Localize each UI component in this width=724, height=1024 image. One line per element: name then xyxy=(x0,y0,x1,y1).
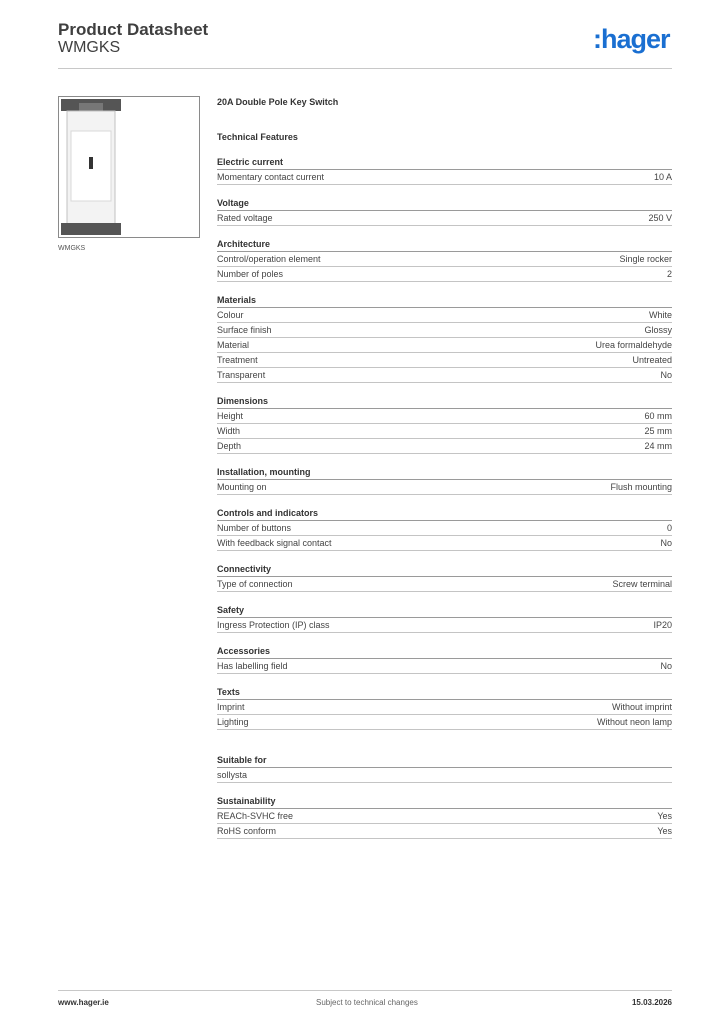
section-connectivity xyxy=(217,563,672,592)
spec-value: 25 mm xyxy=(644,426,672,436)
section-title: Materials xyxy=(217,294,672,308)
section-installation xyxy=(217,466,672,495)
spec-value: 60 mm xyxy=(644,411,672,421)
spec-value: No xyxy=(660,538,672,548)
section-spacer xyxy=(217,226,672,238)
spec-label: Transparent xyxy=(217,370,266,380)
spec-value: White xyxy=(648,310,672,320)
spec-row xyxy=(217,715,672,730)
section-title: Installation, mounting xyxy=(217,466,672,480)
spec-value: 24 mm xyxy=(644,441,672,451)
spec-row xyxy=(217,409,672,424)
section-title: Architecture xyxy=(217,238,672,252)
section-spacer xyxy=(217,730,672,754)
spec-label: REACh-SVHC free xyxy=(217,811,294,821)
section-accessories xyxy=(217,645,672,674)
spec-label: Mounting on xyxy=(217,482,267,492)
section-dimensions xyxy=(217,395,672,454)
spec-value: Without imprint xyxy=(611,702,672,712)
section-architecture xyxy=(217,238,672,282)
hager-logo: :hager xyxy=(593,24,670,54)
spec-row xyxy=(217,768,672,783)
section-spacer xyxy=(217,383,672,395)
spec-label: Colour xyxy=(217,310,244,320)
spec-label: With feedback signal contact xyxy=(217,538,332,548)
spec-row xyxy=(217,809,672,824)
spec-value: Flush mounting xyxy=(610,482,672,492)
section-safety xyxy=(217,604,672,633)
page-title: Product Datasheet xyxy=(58,20,209,39)
spec-value: Glossy xyxy=(644,325,672,335)
spec-row xyxy=(217,618,672,633)
spec-row xyxy=(217,824,672,839)
footer-notice: Subject to technical changes xyxy=(316,998,418,1007)
spec-label: RoHS conform xyxy=(217,826,277,836)
spec-row xyxy=(217,577,672,592)
section-texts xyxy=(217,686,672,730)
spec-value: Urea formaldehyde xyxy=(595,340,672,350)
spec-value: 10 A xyxy=(653,172,672,182)
spec-label: Ingress Protection (IP) class xyxy=(217,620,330,630)
section-spacer xyxy=(217,144,672,156)
spec-row xyxy=(217,424,672,439)
section-spacer xyxy=(217,185,672,197)
section-title: Texts xyxy=(217,686,672,700)
spec-row xyxy=(217,353,672,368)
section-voltage xyxy=(217,197,672,226)
section-spacer xyxy=(217,454,672,466)
section-spacer xyxy=(217,783,672,795)
spec-row xyxy=(217,521,672,536)
spec-label: Treatment xyxy=(217,355,258,365)
section-suitable-for xyxy=(217,754,672,783)
spec-label: Type of connection xyxy=(217,579,293,589)
spec-label: Depth xyxy=(217,441,242,451)
spec-label: Width xyxy=(217,426,241,436)
spec-row xyxy=(217,308,672,323)
spec-value: Yes xyxy=(657,826,672,836)
section-title: Connectivity xyxy=(217,563,672,577)
section-electric-current xyxy=(217,156,672,185)
section-sustainability xyxy=(217,795,672,839)
spec-row xyxy=(217,267,672,282)
spec-value: Yes xyxy=(657,811,672,821)
section-title: Accessories xyxy=(217,645,672,659)
product-code: WMGKS xyxy=(58,39,121,56)
spec-value: No xyxy=(660,661,672,671)
spec-row xyxy=(217,368,672,383)
spec-value: Screw terminal xyxy=(612,579,672,589)
spec-label: Imprint xyxy=(217,702,245,712)
spec-row xyxy=(217,252,672,267)
spec-value: Untreated xyxy=(632,355,672,365)
spec-label: Number of poles xyxy=(217,269,284,279)
section-title: Dimensions xyxy=(217,395,672,409)
product-image-frame xyxy=(58,96,200,238)
product-name: 20A Double Pole Key Switch xyxy=(217,97,339,107)
spec-label: Has labelling field xyxy=(217,661,288,671)
spec-value: Single rocker xyxy=(619,254,672,264)
section-title: Safety xyxy=(217,604,672,618)
spec-row xyxy=(217,659,672,674)
spec-row xyxy=(217,211,672,226)
spec-label: Momentary contact current xyxy=(217,172,325,182)
section-controls xyxy=(217,507,672,551)
section-title: Voltage xyxy=(217,197,672,211)
spec-label: Lighting xyxy=(217,717,249,727)
spec-value: Without neon lamp xyxy=(596,717,672,727)
section-spacer xyxy=(217,674,672,686)
spec-label: Surface finish xyxy=(217,325,272,335)
spec-row xyxy=(217,536,672,551)
spec-label: Number of buttons xyxy=(217,523,292,533)
spec-row xyxy=(217,170,672,185)
section-spacer xyxy=(217,551,672,563)
footer-website-link[interactable]: www.hager.ie xyxy=(58,998,109,1007)
section-title: Suitable for xyxy=(217,754,672,768)
section-materials xyxy=(217,294,672,383)
product-image xyxy=(59,97,199,237)
spec-label: sollysta xyxy=(217,770,248,780)
section-spacer xyxy=(217,592,672,604)
spec-value: 250 V xyxy=(648,213,672,223)
section-spacer xyxy=(217,633,672,645)
spec-row xyxy=(217,338,672,353)
section-title: Controls and indicators xyxy=(217,507,672,521)
section-title: Electric current xyxy=(217,156,672,170)
spec-label: Height xyxy=(217,411,244,421)
footer-date: 15.03.2026 xyxy=(631,998,672,1007)
switch-bottom-clip xyxy=(61,223,121,235)
spec-value: 0 xyxy=(666,523,672,533)
spec-row xyxy=(217,323,672,338)
key-slot-icon xyxy=(89,157,93,169)
spec-label: Material xyxy=(217,340,250,350)
spec-value: No xyxy=(660,370,672,380)
spec-label: Rated voltage xyxy=(217,213,273,223)
section-spacer xyxy=(217,495,672,507)
spec-value: 2 xyxy=(666,269,672,279)
technical-content xyxy=(217,96,672,839)
header-divider xyxy=(58,68,672,69)
spec-row xyxy=(217,480,672,495)
technical-features-heading: Technical Features xyxy=(217,132,298,142)
footer-divider xyxy=(58,990,672,991)
spec-label: Control/operation element xyxy=(217,254,321,264)
section-spacer xyxy=(217,282,672,294)
image-caption: WMGKS xyxy=(58,245,86,252)
section-title: Sustainability xyxy=(217,795,672,809)
spec-row xyxy=(217,439,672,454)
spec-row xyxy=(217,700,672,715)
spec-value: IP20 xyxy=(653,620,672,630)
